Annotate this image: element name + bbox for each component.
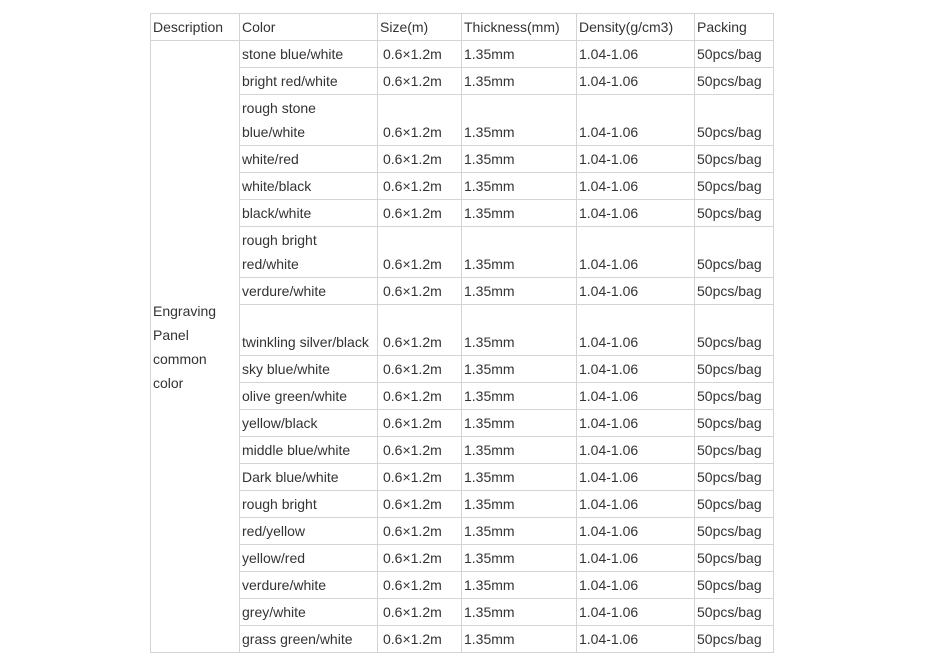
thickness-cell: 1.35mm: [462, 572, 577, 599]
header-density: Density(g/cm3): [577, 14, 695, 41]
size-cell: 0.6×1.2m: [378, 410, 462, 437]
density-cell: 1.04-1.06: [577, 518, 695, 545]
size-cell: 0.6×1.2m: [378, 599, 462, 626]
density-cell: 1.04-1.06: [577, 410, 695, 437]
packing-cell: 50pcs/bag: [695, 278, 774, 305]
color-cell: yellow/red: [240, 545, 378, 572]
size-cell: 0.6×1.2m: [378, 356, 462, 383]
table-row: [151, 95, 774, 146]
thickness-cell: 1.35mm: [462, 95, 577, 146]
packing-cell: 50pcs/bag: [695, 146, 774, 173]
thickness-cell: 1.35mm: [462, 437, 577, 464]
density-cell: 1.04-1.06: [577, 491, 695, 518]
thickness-cell: 1.35mm: [462, 626, 577, 653]
packing-cell: 50pcs/bag: [695, 545, 774, 572]
header-description: Description: [151, 14, 240, 41]
table-row: [151, 545, 774, 572]
size-cell: 0.6×1.2m: [378, 278, 462, 305]
header-size: Size(m): [378, 14, 462, 41]
size-cell: 0.6×1.2m: [378, 146, 462, 173]
header-packing: Packing: [695, 14, 774, 41]
table-row: [151, 41, 774, 68]
color-cell: red/yellow: [240, 518, 378, 545]
color-cell: verdure/white: [240, 278, 378, 305]
color-cell: twinkling silver/black: [240, 305, 378, 356]
table-row: [151, 278, 774, 305]
color-cell: black/white: [240, 200, 378, 227]
size-cell: 0.6×1.2m: [378, 437, 462, 464]
packing-cell: 50pcs/bag: [695, 410, 774, 437]
table-row: [151, 437, 774, 464]
density-cell: 1.04-1.06: [577, 572, 695, 599]
packing-cell: 50pcs/bag: [695, 464, 774, 491]
thickness-cell: 1.35mm: [462, 305, 577, 356]
density-cell: 1.04-1.06: [577, 227, 695, 278]
color-cell: stone blue/white: [240, 41, 378, 68]
color-cell: bright red/white: [240, 68, 378, 95]
color-cell: sky blue/white: [240, 356, 378, 383]
table-row: [151, 626, 774, 653]
size-cell: 0.6×1.2m: [378, 545, 462, 572]
size-cell: 0.6×1.2m: [378, 173, 462, 200]
table-row: [151, 305, 774, 356]
size-cell: 0.6×1.2m: [378, 572, 462, 599]
color-cell: rough bright red/white: [240, 227, 378, 278]
color-cell: white/red: [240, 146, 378, 173]
thickness-cell: 1.35mm: [462, 464, 577, 491]
thickness-cell: 1.35mm: [462, 410, 577, 437]
thickness-cell: 1.35mm: [462, 599, 577, 626]
packing-cell: 50pcs/bag: [695, 491, 774, 518]
density-cell: 1.04-1.06: [577, 545, 695, 572]
table-row: [151, 464, 774, 491]
table-row: [151, 227, 774, 278]
density-cell: 1.04-1.06: [577, 173, 695, 200]
density-cell: 1.04-1.06: [577, 200, 695, 227]
table-row: [151, 383, 774, 410]
thickness-cell: 1.35mm: [462, 491, 577, 518]
size-cell: 0.6×1.2m: [378, 383, 462, 410]
density-cell: 1.04-1.06: [577, 464, 695, 491]
packing-cell: 50pcs/bag: [695, 305, 774, 356]
packing-cell: 50pcs/bag: [695, 518, 774, 545]
color-cell: white/black: [240, 173, 378, 200]
color-cell: rough stone blue/white: [240, 95, 378, 146]
table-row: [151, 410, 774, 437]
size-cell: 0.6×1.2m: [378, 95, 462, 146]
size-cell: 0.6×1.2m: [378, 41, 462, 68]
packing-cell: 50pcs/bag: [695, 200, 774, 227]
density-cell: 1.04-1.06: [577, 437, 695, 464]
color-cell: rough bright: [240, 491, 378, 518]
packing-cell: 50pcs/bag: [695, 356, 774, 383]
packing-cell: 50pcs/bag: [695, 572, 774, 599]
size-cell: 0.6×1.2m: [378, 305, 462, 356]
density-cell: 1.04-1.06: [577, 41, 695, 68]
table-row: [151, 68, 774, 95]
density-cell: 1.04-1.06: [577, 68, 695, 95]
table-row: [151, 146, 774, 173]
packing-cell: 50pcs/bag: [695, 227, 774, 278]
table-row: [151, 599, 774, 626]
color-cell: Dark blue/white: [240, 464, 378, 491]
packing-cell: 50pcs/bag: [695, 599, 774, 626]
thickness-cell: 1.35mm: [462, 356, 577, 383]
density-cell: 1.04-1.06: [577, 626, 695, 653]
color-cell: grey/white: [240, 599, 378, 626]
thickness-cell: 1.35mm: [462, 41, 577, 68]
packing-cell: 50pcs/bag: [695, 41, 774, 68]
thickness-cell: 1.35mm: [462, 518, 577, 545]
size-cell: 0.6×1.2m: [378, 491, 462, 518]
thickness-cell: 1.35mm: [462, 227, 577, 278]
table-row: [151, 173, 774, 200]
header-color: Color: [240, 14, 378, 41]
packing-cell: 50pcs/bag: [695, 173, 774, 200]
packing-cell: 50pcs/bag: [695, 95, 774, 146]
size-cell: 0.6×1.2m: [378, 227, 462, 278]
thickness-cell: 1.35mm: [462, 200, 577, 227]
size-cell: 0.6×1.2m: [378, 626, 462, 653]
thickness-cell: 1.35mm: [462, 68, 577, 95]
thickness-cell: 1.35mm: [462, 173, 577, 200]
color-cell: grass green/white: [240, 626, 378, 653]
packing-cell: 50pcs/bag: [695, 383, 774, 410]
size-cell: 0.6×1.2m: [378, 68, 462, 95]
density-cell: 1.04-1.06: [577, 278, 695, 305]
thickness-cell: 1.35mm: [462, 146, 577, 173]
thickness-cell: 1.35mm: [462, 545, 577, 572]
table-row: [151, 200, 774, 227]
density-cell: 1.04-1.06: [577, 599, 695, 626]
color-cell: olive green/white: [240, 383, 378, 410]
density-cell: 1.04-1.06: [577, 305, 695, 356]
spec-table-body: [151, 14, 774, 653]
density-cell: 1.04-1.06: [577, 146, 695, 173]
packing-cell: 50pcs/bag: [695, 626, 774, 653]
density-cell: 1.04-1.06: [577, 95, 695, 146]
header-thickness: Thickness(mm): [462, 14, 577, 41]
color-cell: verdure/white: [240, 572, 378, 599]
product-spec-table: [150, 13, 774, 653]
table-row: [151, 356, 774, 383]
color-cell: middle blue/white: [240, 437, 378, 464]
size-cell: 0.6×1.2m: [378, 200, 462, 227]
density-cell: 1.04-1.06: [577, 383, 695, 410]
thickness-cell: 1.35mm: [462, 383, 577, 410]
table-row: [151, 572, 774, 599]
packing-cell: 50pcs/bag: [695, 68, 774, 95]
size-cell: 0.6×1.2m: [378, 464, 462, 491]
table-row: [151, 518, 774, 545]
size-cell: 0.6×1.2m: [378, 518, 462, 545]
packing-cell: 50pcs/bag: [695, 437, 774, 464]
description-cell: Engraving Panel common color: [151, 41, 240, 653]
density-cell: 1.04-1.06: [577, 356, 695, 383]
color-cell: yellow/black: [240, 410, 378, 437]
thickness-cell: 1.35mm: [462, 278, 577, 305]
header-row: [151, 14, 774, 41]
table-row: [151, 491, 774, 518]
